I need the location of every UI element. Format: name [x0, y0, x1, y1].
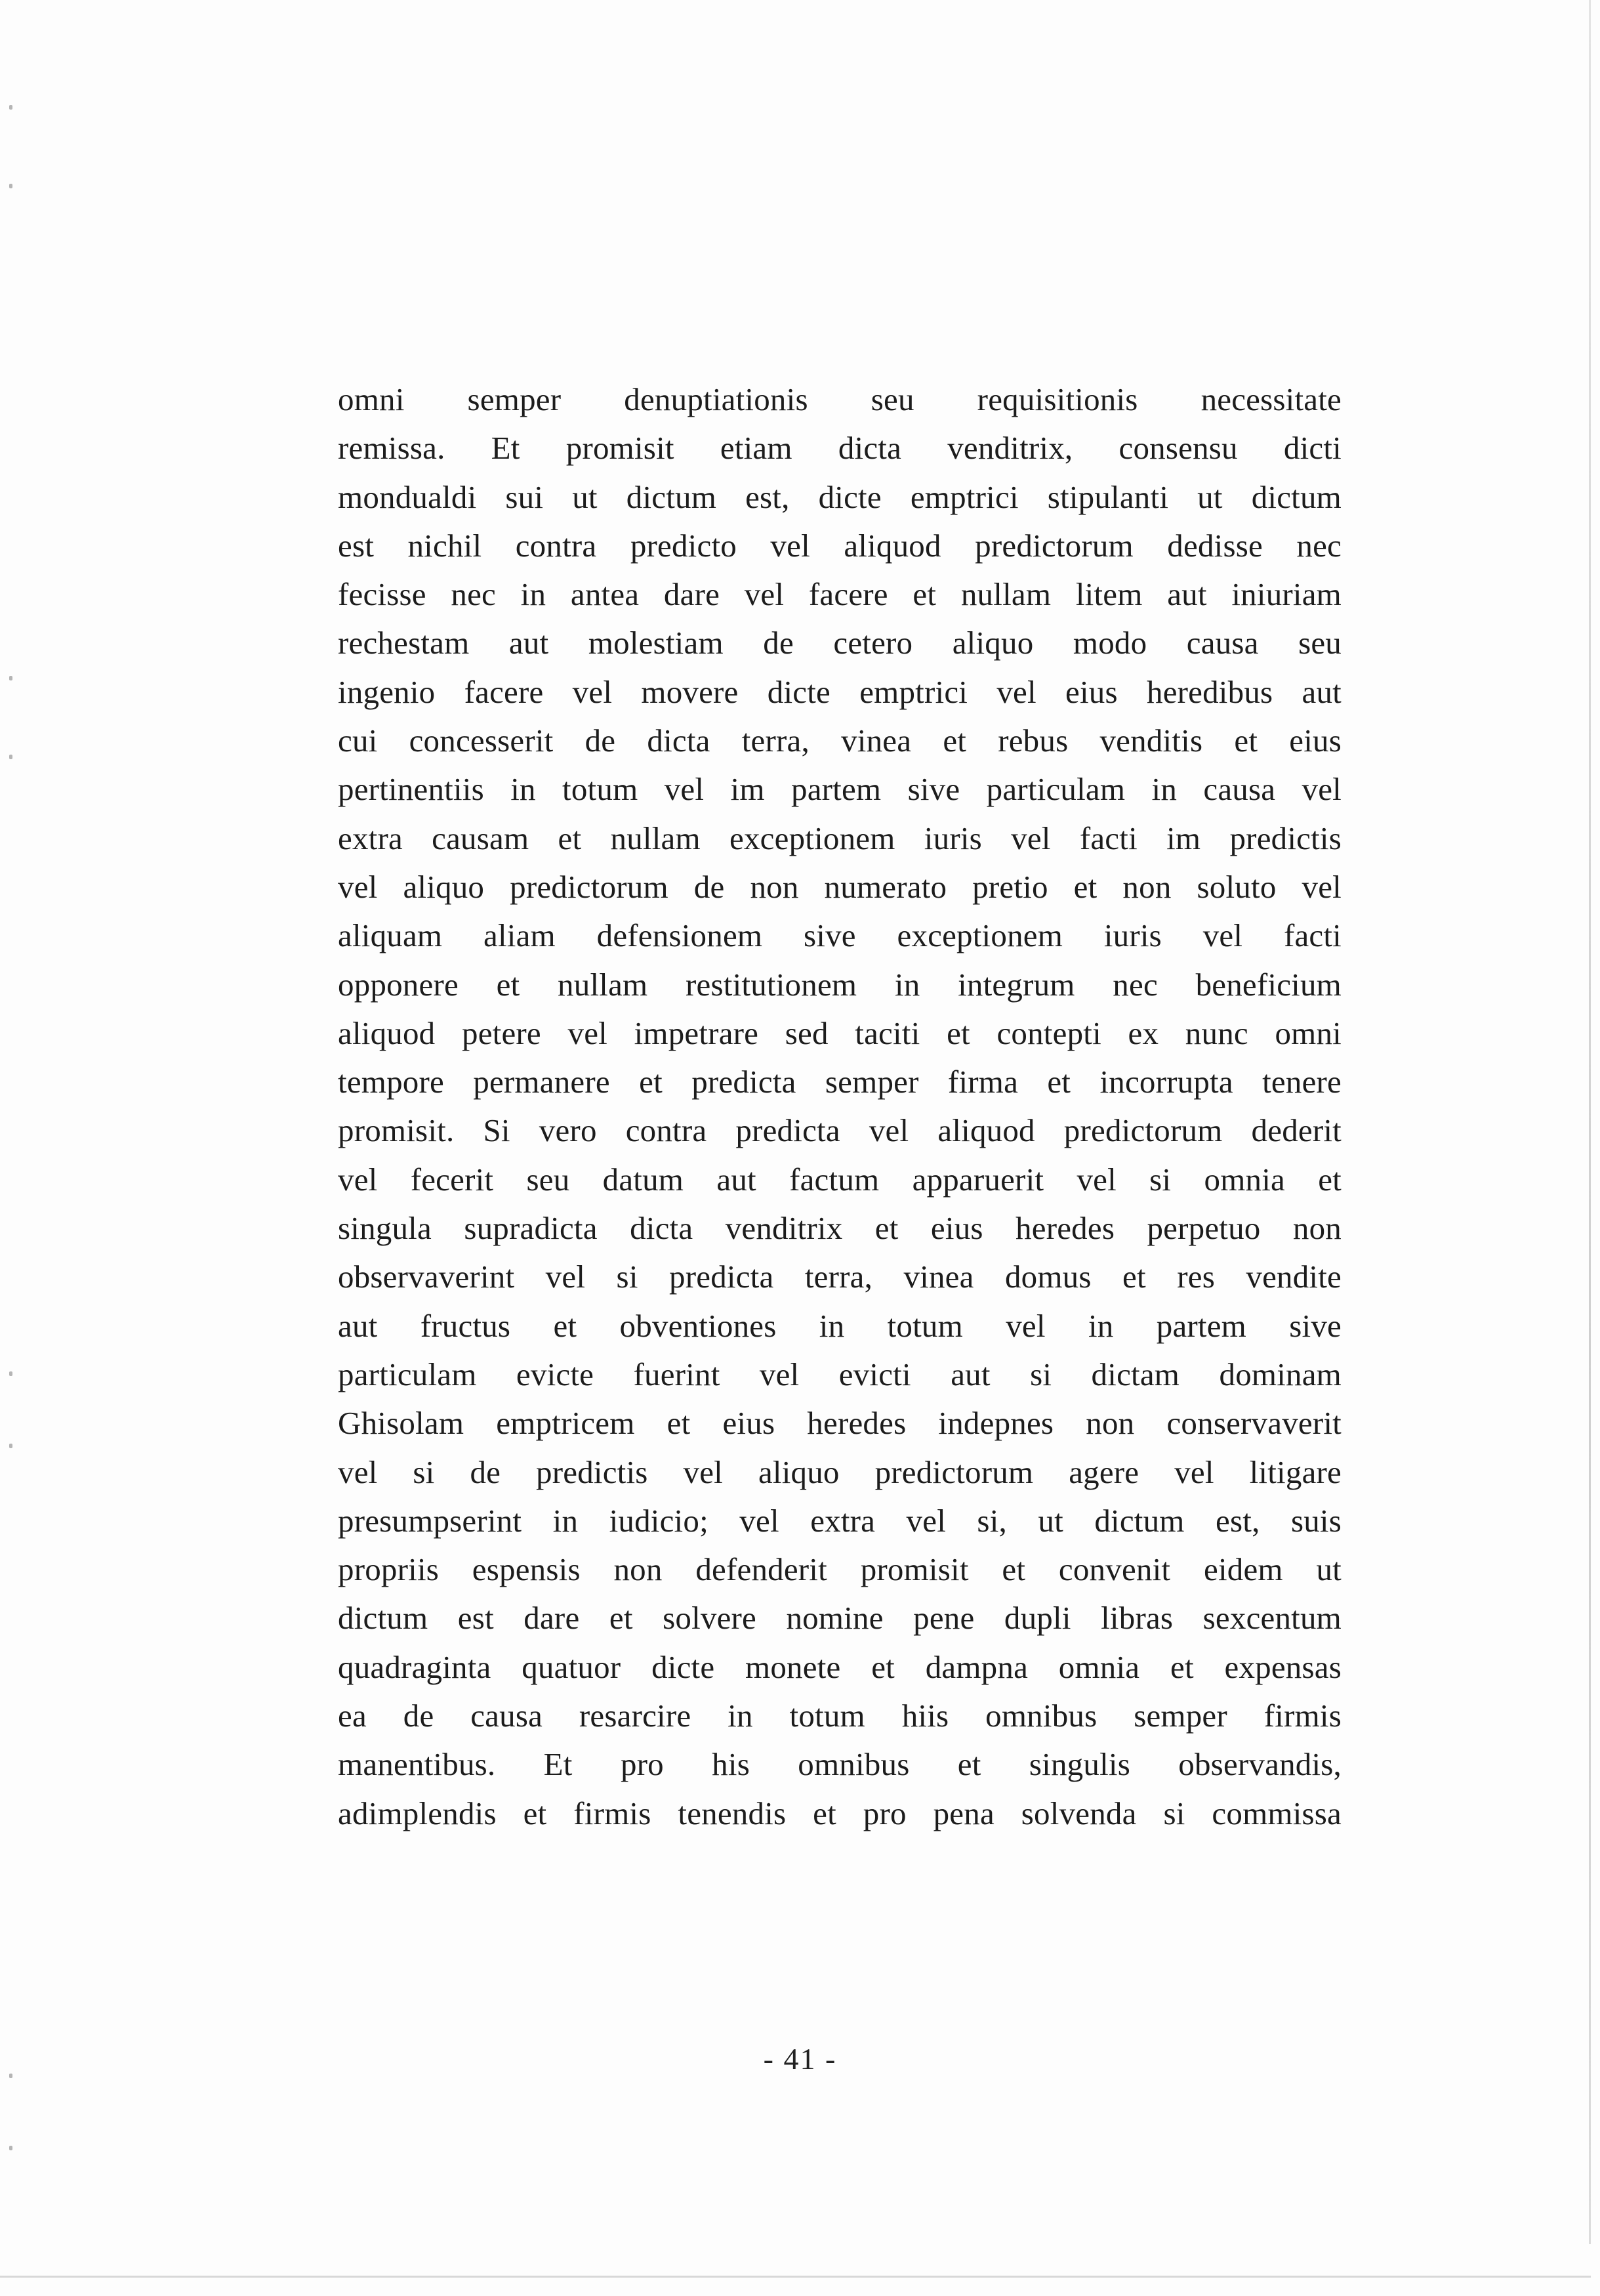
scan-speck: [9, 676, 12, 680]
text-line: dictum est dare et solvere nomine pene dupli libras sexcentum: [338, 1600, 1342, 1637]
text-line: quadraginta quatuor dicte monete et dampna omnia et expensas: [338, 1648, 1342, 1685]
text-line: propriis espensis non defenderit promisit et convenit eidem ut: [338, 1551, 1342, 1588]
text-line: est nichil contra predicto vel aliquod predictorum dedisse nec: [338, 527, 1342, 564]
page-number: - 41 -: [763, 2042, 837, 2076]
scan-speck: [9, 2146, 12, 2150]
text-line: manentibus. Et pro his omnibus et singulis observandis,: [338, 1746, 1342, 1783]
scan-speck: [9, 1444, 12, 1448]
text-line: cui concesserit de dicta terra, vinea et rebus venditis et eius: [338, 722, 1342, 759]
scan-speck: [9, 755, 12, 759]
text-line: singula supradicta dicta venditrix et eius heredes perpetuo non: [338, 1210, 1342, 1247]
text-line: extra causam et nullam exceptionem iuris vel facti im predictis: [338, 820, 1342, 856]
text-line: vel aliquo predictorum de non numerato pretio et non soluto vel: [338, 868, 1342, 905]
text-line: omni semper denuptiationis seu requisitionis necessitate: [338, 381, 1342, 417]
text-line: rechestam aut molestiam de cetero aliquo modo causa seu: [338, 625, 1342, 661]
text-line: Ghisolam emptricem et eius heredes indepnes non conservaverit: [338, 1405, 1342, 1442]
text-line: presumpserint in iudicio; vel extra vel si, ut dictum est, suis: [338, 1502, 1342, 1539]
text-line: opponere et nullam restitutionem in integrum nec beneficium: [338, 966, 1342, 1003]
text-line: particulam evicte fuerint vel evicti aut si dictam dominam: [338, 1356, 1342, 1392]
text-line: promisit. Si vero contra predicta vel aliquod predictorum dederit: [338, 1112, 1342, 1149]
text-line: vel fecerit seu datum aut factum apparuerit vel si omnia et: [338, 1161, 1342, 1198]
text-line: remissa. Et promisit etiam dicta venditrix, consensu dicti: [338, 430, 1342, 467]
text-line: fecisse nec in antea dare vel facere et nullam litem aut iniuriam: [338, 576, 1342, 613]
body-text: [338, 375, 1342, 1838]
text-line: tempore permanere et predicta semper firma et incorrupta tenere: [338, 1064, 1342, 1100]
scan-speck: [9, 184, 12, 188]
text-line: aliquod petere vel impetrare sed taciti et contepti ex nunc omni: [338, 1014, 1342, 1051]
text-line: aut fructus et obventiones in totum vel in partem sive: [338, 1307, 1342, 1344]
text-line: adimplendis et firmis tenendis et pro pena solvenda si commissa: [338, 1795, 1342, 1831]
page-bottom-edge: [0, 2276, 1591, 2278]
text-line: ea de causa resarcire in totum hiis omnibus semper firmis: [338, 1698, 1342, 1734]
scan-speck: [9, 105, 12, 110]
text-line: ingenio facere vel movere dicte emptrici vel eius heredibus aut: [338, 673, 1342, 710]
page-edge-shadow: [1589, 0, 1591, 2244]
text-line: pertinentiis in totum vel im partem sive particulam in causa vel: [338, 771, 1342, 808]
text-line: aliquam aliam defensionem sive exceptionem iuris vel facti: [338, 917, 1342, 954]
text-line: mondualdi sui ut dictum est, dicte emptrici stipulanti ut dictum: [338, 478, 1342, 515]
text-line: observaverint vel si predicta terra, vinea domus et res vendite: [338, 1259, 1342, 1295]
text-line: vel si de predictis vel aliquo predictorum agere vel litigare: [338, 1453, 1342, 1490]
scan-speck: [9, 1371, 12, 1376]
